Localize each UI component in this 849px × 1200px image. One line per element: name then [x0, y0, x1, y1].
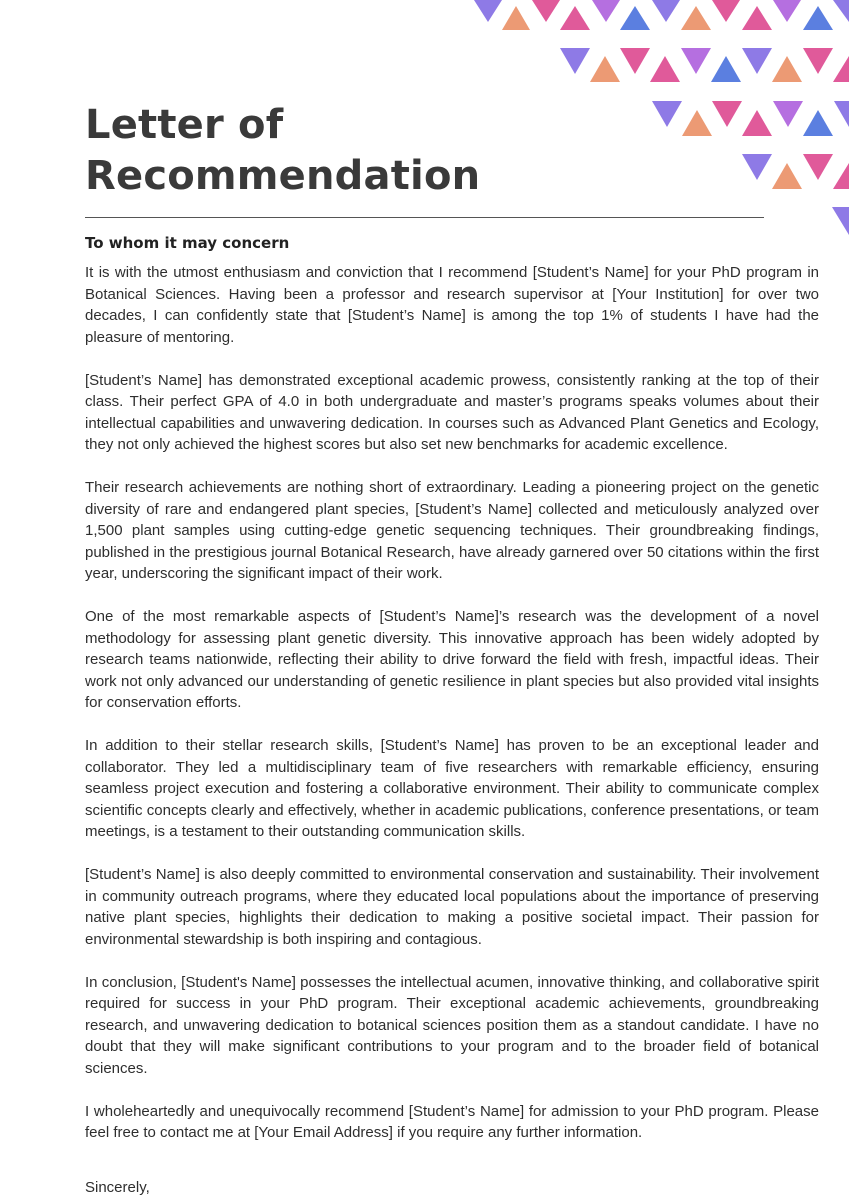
pattern-triangle	[590, 56, 620, 82]
pattern-triangle	[803, 110, 833, 136]
pattern-triangle	[711, 56, 741, 82]
pattern-triangle	[681, 6, 711, 30]
page-title	[85, 100, 480, 202]
pattern-triangle	[832, 207, 849, 235]
title-divider	[85, 217, 764, 218]
pattern-triangle	[560, 6, 590, 30]
letter-body	[85, 262, 819, 1198]
pattern-triangle	[620, 48, 650, 74]
page-title-line-2: Recommendation	[85, 153, 481, 199]
salutation: To whom it may concern	[85, 234, 290, 252]
pattern-triangle	[474, 0, 502, 22]
pattern-triangle	[681, 48, 711, 74]
body-paragraph-7: In conclusion, [Student's Name] possesses the intellectual acumen, innovative thinking, and collaborative spirit required for success in your PhD program. Their exceptional academic achievements, groundbreaking research, and unwavering dedication to botanical sciences position them as a standout candidate. I have no doubt that they will make significant contributions to your program and to the broader field of botanical sciences.	[85, 973, 819, 1077]
pattern-triangle	[833, 163, 849, 189]
pattern-triangle	[803, 48, 833, 74]
pattern-triangle	[742, 110, 772, 136]
pattern-triangle	[532, 0, 560, 22]
body-paragraph-6: [Student’s Name] is also deeply committed to environmental conservation and sustainability. Their involvement in community outreach programs, where they educated local populations about the importance of preserving native plant species, highlights their dedication to making a positive societal impact. Their passion for environmental stewardship is both inspiring and contagious.	[85, 866, 819, 948]
pattern-triangle	[742, 6, 772, 30]
pattern-triangle	[834, 101, 849, 127]
closing-line: Sincerely,	[85, 1178, 150, 1196]
body-paragraph-4: One of the most remarkable aspects of [Student’s Name]’s research was the development of a novel methodology for assessing plant genetic diversity. This innovative approach has been widely adopted by research teams nationwide, reflecting their ability to drive forward the field with fresh, impactful ideas. Their work not only advanced our understanding of genetic resilience in plant species but also provided vital insights for conservation efforts.	[85, 608, 819, 711]
body-paragraph-8: I wholeheartedly and unequivocally recommend [Student’s Name] for admission to your PhD program. Please feel free to contact me at [Your Email Address] if you require any further information.	[85, 1102, 819, 1141]
body-paragraph-3: Their research achievements are nothing short of extraordinary. Leading a pioneering project on the genetic diversity of rare and endangered plant species, [Student’s Name] collected and meticulously analyzed over 1,500 plant samples using cutting-edge genetic sequencing techniques. Their groundbreaking findings, published in the prestigious journal Botanical Research, have already garnered over 50 citations within the first year, underscoring the significant impact of their work.	[85, 479, 819, 582]
pattern-triangle	[773, 0, 801, 22]
pattern-triangle	[682, 110, 712, 136]
pattern-triangle	[803, 6, 833, 30]
pattern-triangle	[772, 163, 802, 189]
pattern-triangle	[773, 101, 803, 127]
page-title-line-1: Letter of	[85, 102, 284, 148]
pattern-triangle	[742, 154, 772, 180]
pattern-triangle	[620, 6, 650, 30]
pattern-triangle	[712, 0, 740, 22]
pattern-triangle	[772, 56, 802, 82]
pattern-triangle	[502, 6, 530, 30]
pattern-triangle	[592, 0, 620, 22]
pattern-triangle	[833, 56, 849, 82]
pattern-triangle	[833, 0, 849, 22]
pattern-triangle	[712, 101, 742, 127]
pattern-triangle	[652, 101, 682, 127]
pattern-triangle	[803, 154, 833, 180]
pattern-triangle	[650, 56, 680, 82]
body-paragraph-1: It is with the utmost enthusiasm and conviction that I recommend [Student’s Name] for your PhD program in Botanical Sciences. Having been a professor and research supervisor at [Your Institution] for over two decades, I can confidently state that [Student’s Name] is among the top 1% of students I have had the pleasure of mentoring.	[85, 264, 819, 346]
body-paragraph-5: In addition to their stellar research skills, [Student’s Name] has proven to be an exceptional leader and collaborator. They led a multidisciplinary team of five researchers with remarkable efficiency, ensuring seamless project execution and fostering a collaborative environment. Their ability to communicate complex scientific concepts clearly and effectively, whether in academic publications, conference presentations, or team meetings, is a testament to their outstanding communication skills.	[85, 737, 819, 840]
pattern-triangle	[742, 48, 772, 74]
pattern-triangle	[652, 0, 680, 22]
pattern-triangle	[560, 48, 590, 74]
body-paragraph-2: [Student’s Name] has demonstrated exceptional academic prowess, consistently ranking at the top of their class. Their perfect GPA of 4.0 in both undergraduate and master’s programs speaks volumes about their intellectual capabilities and unwavering dedication. In courses such as Advanced Plant Genetics and Ecology, they not only achieved the highest scores but also set new benchmarks for academic excellence.	[85, 371, 819, 453]
